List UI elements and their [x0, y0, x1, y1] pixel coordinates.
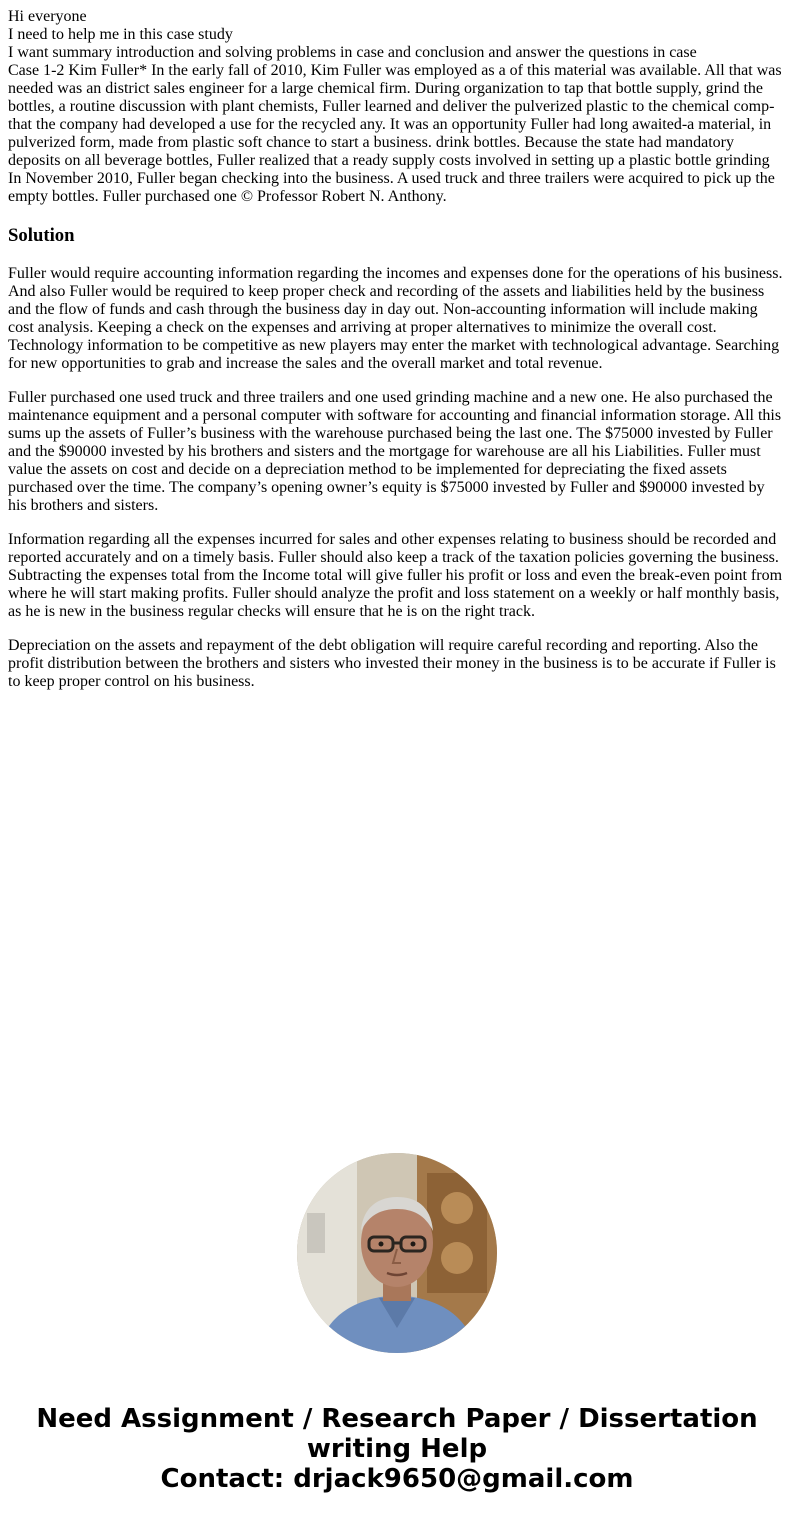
promo-contact: Contact: drjack9650@gmail.com — [160, 1464, 634, 1494]
request-line: I need to help me in this case study — [8, 26, 233, 43]
solution-paragraph: Information regarding all the expenses incurred for sales and other expenses relating to business should be recorded and reported accurately and on a timely basis. Fuller should also keep a track of the taxation policies governing the business. Subtracting the expenses total from the Income total will give fuller his profit or loss and even the break-even point from where he will start making profits. Fuller should analyze the profit and loss statement on a weekly or half monthly basis, as he is new in the business regular checks will ensure that he is on the right track. — [8, 531, 783, 620]
solution-paragraph: Depreciation on the assets and repayment of the debt obligation will require careful recording and reporting. Also the profit distribution between the brothers and sisters who invested their money in the business is to be accurate if Fuller is to keep proper control on his business. — [8, 637, 776, 690]
avatar — [297, 1153, 497, 1353]
solution-body — [8, 265, 786, 691]
promo-line: Need Assignment / Research Paper / Dissertation — [36, 1404, 758, 1434]
solution-heading: Solution — [8, 225, 75, 246]
requirements-line: I want summary introduction and solving problems in case and conclusion and answer the questions in case — [8, 44, 697, 61]
page-content — [8, 8, 786, 707]
promo-line: writing Help — [306, 1434, 488, 1464]
question-block — [8, 8, 786, 206]
greeting-line: Hi everyone — [8, 8, 87, 25]
avatar-portrait-icon — [297, 1153, 497, 1353]
solution-paragraph: Fuller purchased one used truck and three trailers and one used grinding machine and a new one. He also purchased the maintenance equipment and a personal computer with software for accounting and financial information storage. All this sums up the assets of Fuller’s business with the warehouse purchased being the last one. The $75000 invested by Fuller and the $90000 invested by his brothers and sisters and the mortgage for warehouse are all his Liabilities. Fuller must value the assets on cost and decide on a depreciation method to be implemented for depreciating the fixed assets purchased over the time. The company’s opening owner’s equity is $75000 invested by Fuller and $90000 invested by his brothers and sisters. — [8, 389, 782, 514]
promo-banner — [0, 1404, 794, 1494]
case-text: Case 1-2 Kim Fuller* In the early fall of 2010, Kim Fuller was employed as a of this material was available. All that was needed was an district sales engineer for a large chemical firm. During organization to tap that bottle supply, grind the bottles, a routine discussion with plant chemists, Fuller learned and deliver the pulverized plastic to the chemical comp- that the company had developed a use for the recycled any. It was an opportunity Fuller had long awaited-a material, in pulverized form, made from plastic soft chance to start a business. drink bottles. Because the state had mandatory deposits on all beverage bottles, Fuller realized that a ready supply costs involved in setting up a plastic bottle grinding In November 2010, Fuller began checking into the business. A used truck and three trailers were acquired to pick up the empty bottles. Fuller purchased one © Professor Robert N. Anthony. — [8, 62, 782, 205]
solution-paragraph: Fuller would require accounting information regarding the incomes and expenses done for the operations of his business. And also Fuller would be required to keep proper check and recording of the assets and liabilities held by the business and the flow of funds and cash through the business day in day out. Non-accounting information will include making cost analysis. Keeping a check on the expenses and arriving at proper alternatives to minimize the overall cost. Technology information to be competitive as new players may enter the market with technological advantage. Searching for new opportunities to grab and increase the sales and the overall market and total revenue. — [8, 265, 783, 372]
